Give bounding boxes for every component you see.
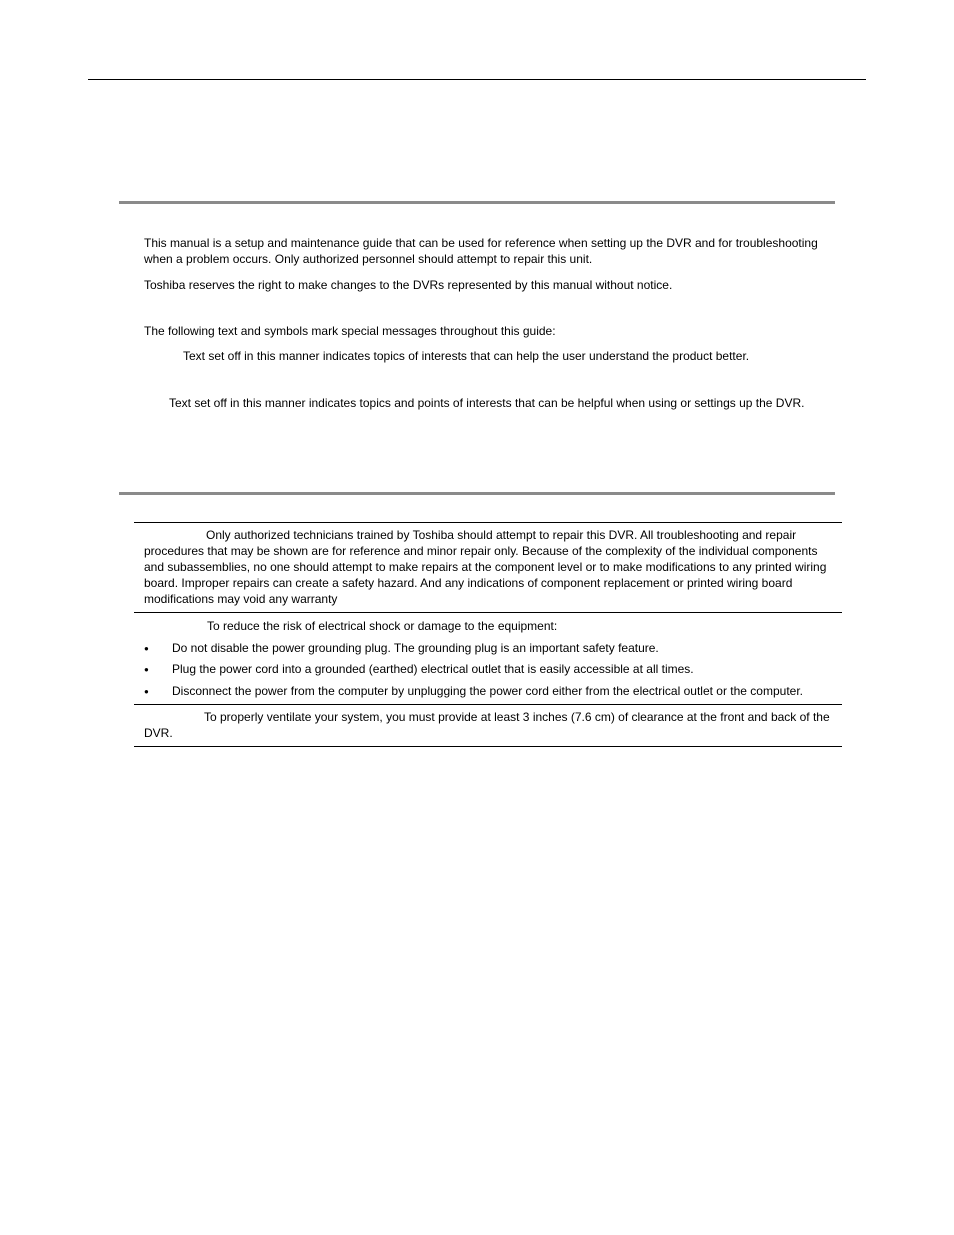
table-rule-3 [134,704,842,705]
warning-shock-intro: To reduce the risk of electrical shock or damage to the equipment: [207,619,558,633]
tip-text: Text set off in this manner indicates topics and points of interests that can be helpful when using or settings up the DVR. [169,396,805,410]
warning-repair-text: Only authorized technicians trained by Toshiba should attempt to repair this DVR. All troubleshooting and repair procedures that may be shown are for reference and minor repair only. Because of the complexity of the individual components and subassemblies, no one should attempt to make repairs at the component level or to make modifications to any printed wiring board. Improper repairs can create a safety hazard. And any indications of component replacement or printed wiring board modifications may void any warranty [144,528,827,606]
list-item: Do not disable the power grounding plug. The grounding plug is an important safety feature. [172,641,659,655]
bullet-icon: ● [144,665,149,674]
intro-paragraph: This manual is a setup and maintenance guide that can be used for reference when setting up the DVR and for troubleshooting when a problem occurs. Only authorized personnel should attempt to repair this unit. [144,236,818,266]
table-rule-bottom [134,746,842,747]
bullet-icon: ● [144,687,149,696]
list-item: Disconnect the power from the computer by unplugging the power cord either from the electrical outlet or the computer. [172,684,803,698]
section-divider-2 [119,492,835,495]
header-rule [88,79,866,80]
table-rule-2 [134,612,842,613]
warning-ventilation-text: To properly ventilate your system, you must provide at least 3 inches (7.6 cm) of clearance at the front and back of the DVR. [144,710,830,740]
table-rule-top [134,522,842,523]
conventions-paragraph: The following text and symbols mark special messages throughout this guide: [144,324,556,338]
bullet-icon: ● [144,644,149,653]
rights-paragraph: Toshiba reserves the right to make changes to the DVRs represented by this manual without notice. [144,278,673,292]
section-divider-1 [119,201,835,204]
list-item: Plug the power cord into a grounded (earthed) electrical outlet that is easily accessible at all times. [172,662,694,676]
note-text: Text set off in this manner indicates topics of interests that can help the user understand the product better. [183,349,750,363]
